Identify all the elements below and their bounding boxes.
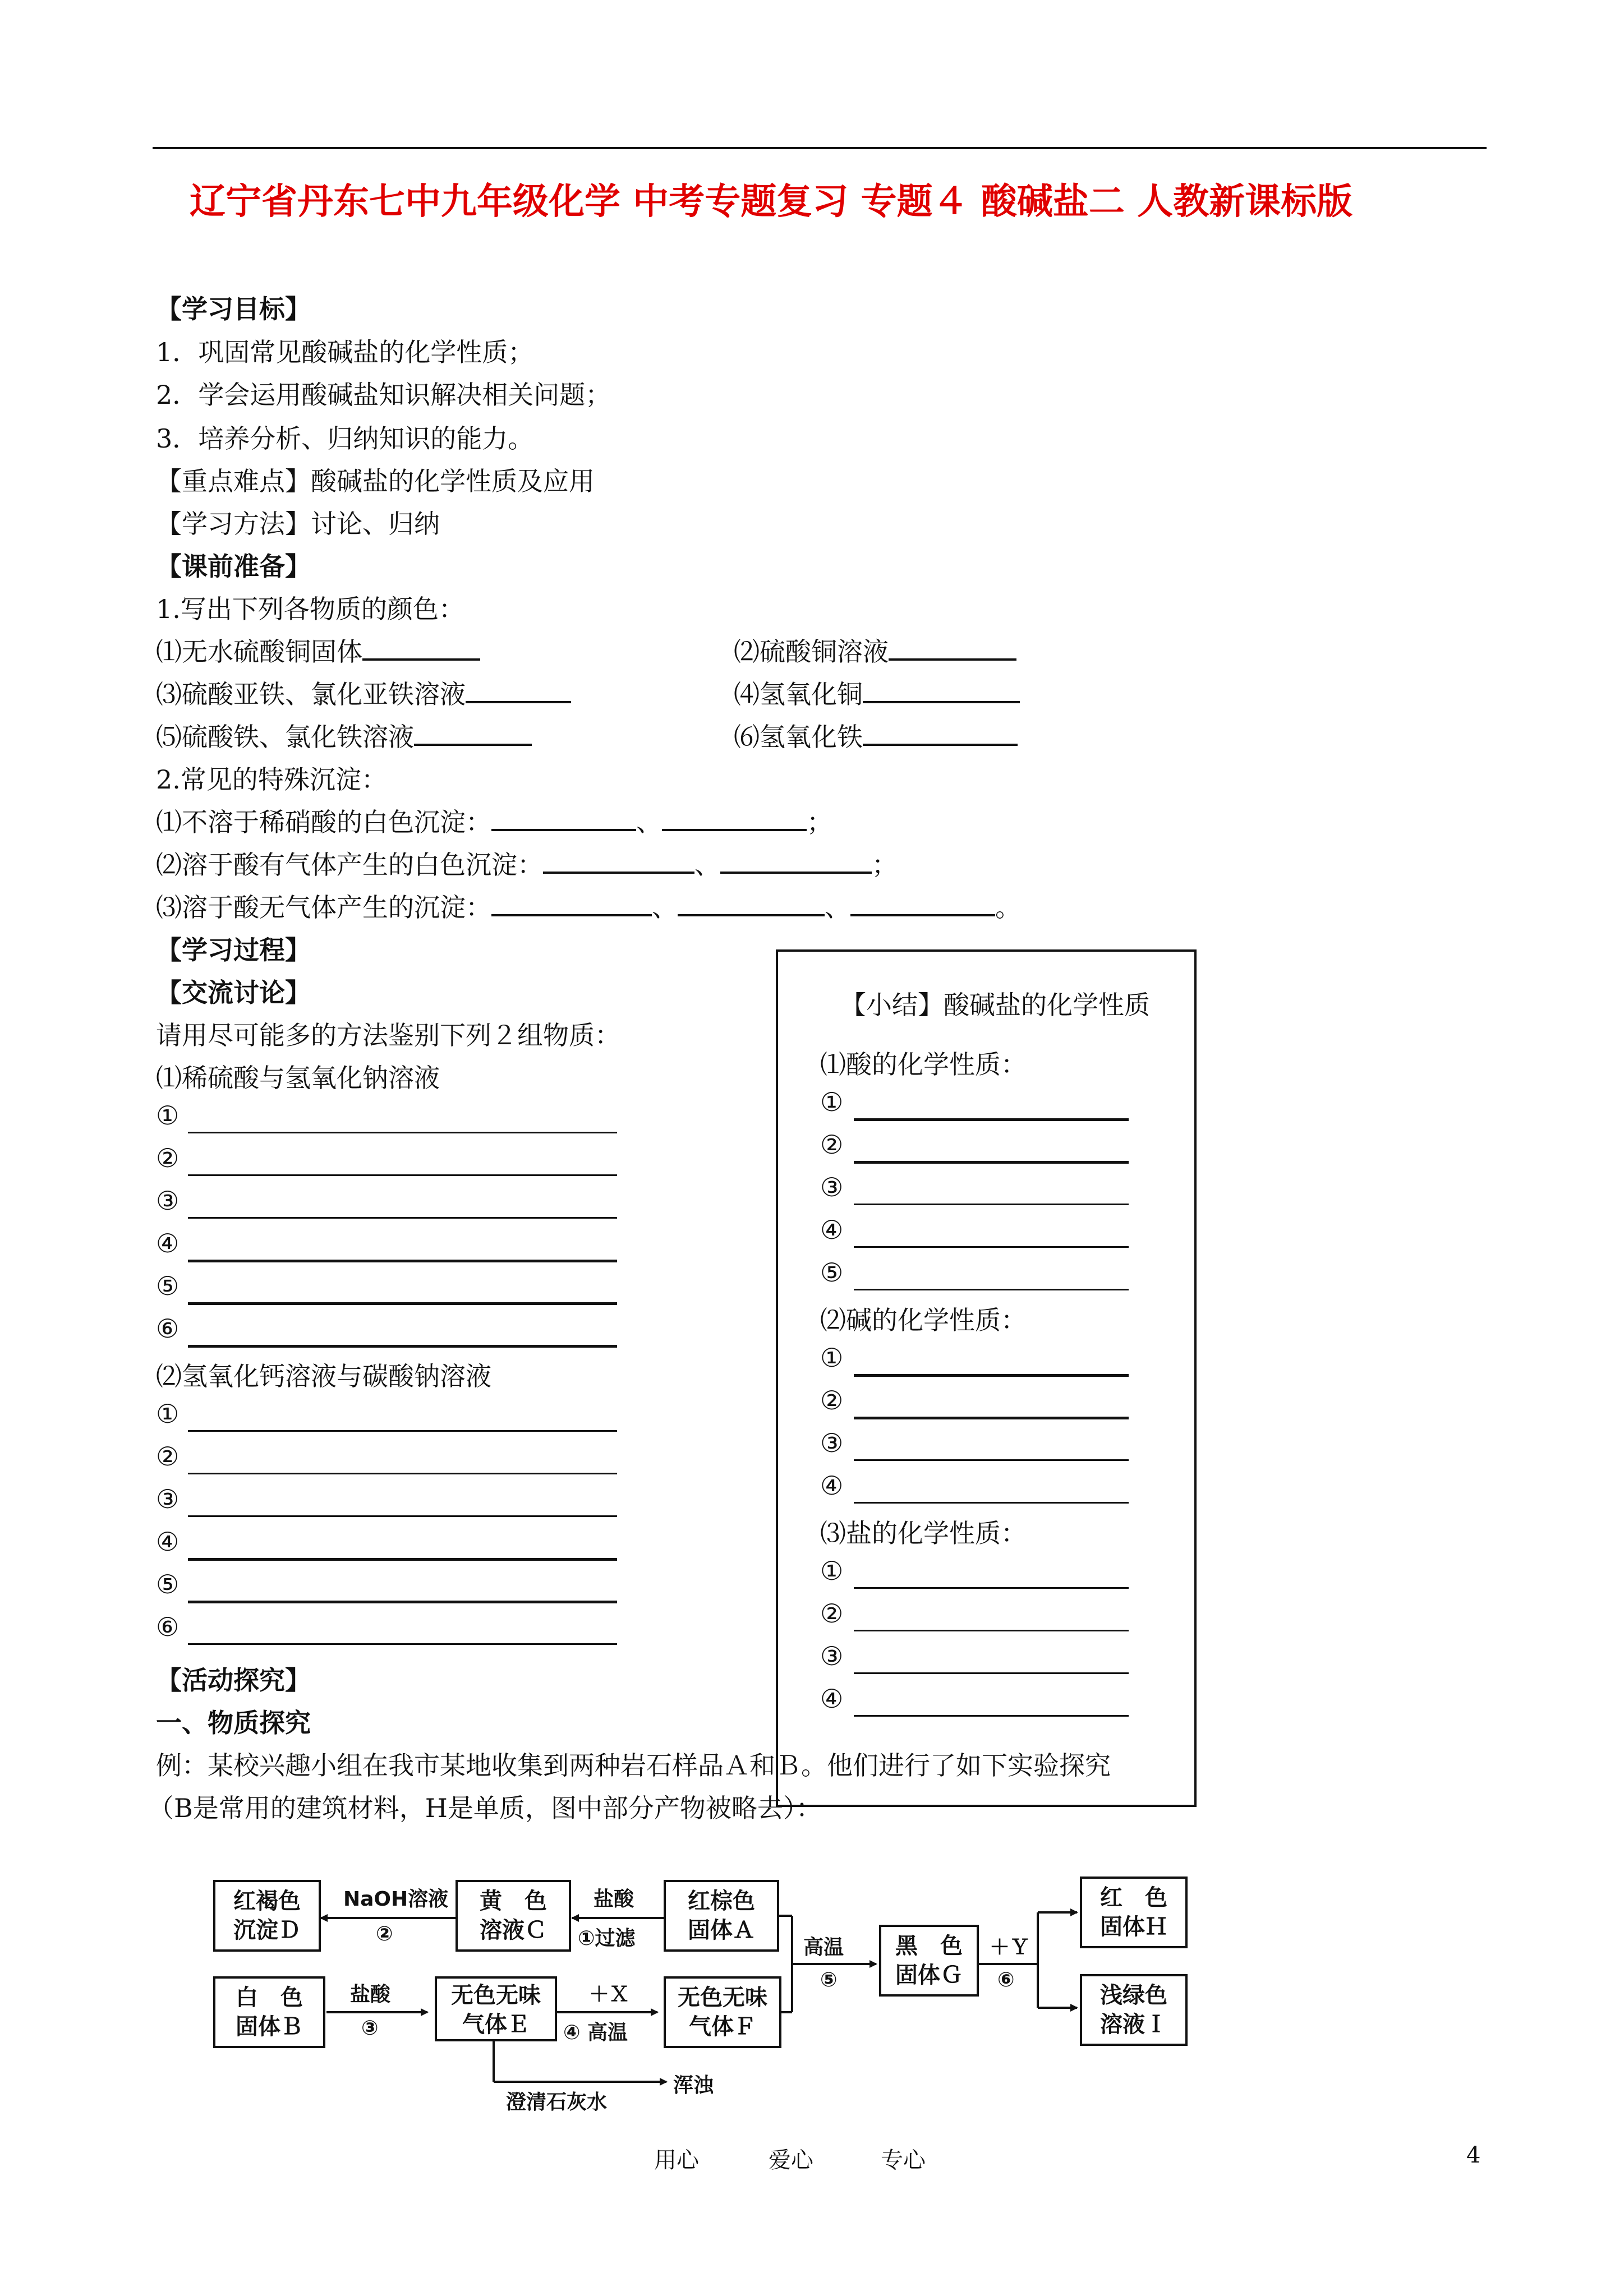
box-b-line-1: 白 色	[236, 1985, 303, 2011]
answer-num: ⑤	[156, 1569, 180, 1599]
box-d-line-2: 沉淀Ｄ	[233, 1917, 301, 1943]
base-num: ②	[820, 1385, 844, 1416]
label-hcl-2: 盐酸	[350, 1983, 391, 2006]
answer-num: ①	[156, 1100, 180, 1131]
color-item: ⑸硫酸铁、氯化铁溶液	[156, 717, 532, 754]
box-solid-b	[213, 1976, 325, 2048]
prep-q2: 2.常见的特殊沉淀：	[156, 764, 387, 795]
label-step-6: ⑥	[997, 1968, 1015, 1991]
box-solid-a	[664, 1880, 779, 1952]
discuss-heading: 【交流讨论】	[156, 978, 311, 1008]
label-plus-x: ＋Ｘ	[589, 1983, 630, 2006]
box-h-line-2: 固体Ｈ	[1100, 1914, 1167, 1940]
discuss-intro: 请用尽可能多的方法鉴别下列２组物质：	[156, 1020, 620, 1050]
base-num: ①	[820, 1343, 844, 1373]
activity-heading: 【活动探究】	[156, 1665, 311, 1695]
label-limewater: 澄清石灰水	[506, 2091, 608, 2114]
answer-num: ③	[156, 1484, 180, 1514]
color-item: ⑵硫酸铜溶液	[734, 631, 1016, 668]
key-points: 【重点难点】酸碱盐的化学性质及应用	[156, 466, 595, 496]
box-g-line-1: 黑 色	[895, 1933, 963, 1959]
salt-num: ③	[820, 1641, 844, 1671]
acid-num: ④	[820, 1215, 844, 1245]
box-solution-i	[1080, 1974, 1188, 2046]
box-f-line-2: 气体Ｆ	[689, 2014, 756, 2040]
box-solid-h	[1080, 1877, 1188, 1948]
salt-num: ④	[820, 1684, 844, 1714]
box-e-line-2: 气体Ｅ	[462, 2012, 530, 2037]
answer-num: ④	[156, 1527, 180, 1557]
label-high-temp: 高温	[803, 1936, 844, 1959]
box-a-line-2: 固体Ａ	[688, 1917, 755, 1943]
box-g-line-2: 固体Ｇ	[895, 1962, 963, 1988]
prep-heading: 【课前准备】	[156, 551, 311, 582]
goal-item: 2．学会运用酸碱盐知识解决相关问题；	[156, 380, 611, 410]
salt-num: ②	[820, 1598, 844, 1629]
activity-example: 例：某校兴趣小组在我市某地收集到两种岩石样品Ａ和Ｂ。他们进行了如下实验探究	[156, 1750, 1111, 1781]
answer-num: ⑤	[156, 1271, 180, 1301]
goal-item: 3．培养分析、归纳知识的能力。	[156, 423, 534, 454]
label-turbid: 浑浊	[673, 2074, 714, 2097]
label-step-2: ②	[376, 1922, 393, 1945]
base-title: ⑵碱的化学性质：	[820, 1305, 1027, 1335]
box-gas-e	[435, 1976, 557, 2041]
color-item: ⑹氢氧化铁	[734, 717, 1018, 754]
goals-heading: 【学习目标】	[156, 294, 311, 324]
salt-title: ⑶盐的化学性质：	[820, 1518, 1027, 1548]
acid-num: ①	[820, 1087, 844, 1117]
box-solution-c	[456, 1880, 571, 1952]
box-b-line-2: 固体Ｂ	[236, 2014, 303, 2040]
prep-q1: 1.写出下列各物质的颜色：	[156, 594, 464, 624]
page-title: 辽宁省丹东七中九年级化学 中考专题复习 专题４ 酸碱盐二 人教新课标版	[190, 181, 1353, 223]
process-heading: 【学习过程】	[156, 935, 311, 965]
base-num: ④	[820, 1470, 844, 1501]
answer-num: ④	[156, 1228, 180, 1258]
base-num: ③	[820, 1428, 844, 1458]
box-solid-g	[879, 1925, 979, 1997]
label-step-3: ③	[361, 2017, 379, 2040]
answer-num: ②	[156, 1143, 180, 1173]
label-step-4-high-temp: ④ 高温	[563, 2021, 628, 2044]
summary-heading: 【小结】酸碱盐的化学性质	[840, 990, 1150, 1020]
learning-method: 【学习方法】讨论、归纳	[156, 509, 440, 539]
acid-title: ⑴酸的化学性质：	[820, 1049, 1027, 1080]
footer-motto-2: 爱心	[769, 2147, 813, 2173]
label-plus-y: ＋Ｙ	[990, 1936, 1030, 1959]
box-i-line-1: 浅绿色	[1100, 1983, 1167, 2008]
color-item: ⑷氢氧化铜	[734, 674, 1020, 711]
footer-motto-3: 专心	[881, 2147, 926, 2173]
acid-num: ⑤	[820, 1257, 844, 1288]
box-c-line-2: 溶液Ｃ	[480, 1917, 547, 1943]
precipitate-2: ⑵溶于酸有气体产生的白色沉淀： 、 ；	[156, 850, 898, 880]
color-item: ⑴无水硫酸铜固体	[156, 631, 480, 668]
color-item: ⑶硫酸亚铁、氯化亚铁溶液	[156, 674, 571, 711]
answer-num: ③	[156, 1186, 180, 1216]
salt-num: ①	[820, 1556, 844, 1586]
answer-num: ②	[156, 1441, 180, 1472]
page-number: 4	[1466, 2142, 1481, 2168]
group-2-title: ⑵氢氧化钙溶液与碳酸钠溶液	[156, 1361, 491, 1391]
box-e-line-1: 无色无味	[451, 1983, 541, 2008]
box-gas-f	[664, 1976, 781, 2048]
activity-section: 一、物质探究	[156, 1708, 311, 1738]
precipitate-3: ⑶溶于酸无气体产生的沉淀： 、 、 。	[156, 892, 1021, 923]
label-filter: ①过滤	[578, 1927, 636, 1950]
box-h-line-1: 红 色	[1100, 1885, 1167, 1911]
box-i-line-2: 溶液Ｉ	[1100, 2012, 1167, 2037]
answer-num: ⑥	[156, 1612, 180, 1642]
activity-note: （B是常用的建筑材料，H是单质，图中部分产物被略去）：	[148, 1793, 822, 1823]
box-c-line-1: 黄 色	[480, 1888, 547, 1914]
acid-num: ③	[820, 1172, 844, 1202]
precipitate-1: ⑴不溶于稀硝酸的白色沉淀： 、 ；	[156, 807, 832, 837]
acid-num: ②	[820, 1129, 844, 1160]
label-hcl-1: 盐酸	[594, 1888, 634, 1911]
label-step-5: ⑤	[820, 1968, 838, 1991]
box-d-line-1: 红褐色	[233, 1888, 301, 1914]
box-precipitate-d	[213, 1880, 321, 1952]
group-1-title: ⑴稀硫酸与氢氧化钠溶液	[156, 1063, 440, 1093]
box-a-line-1: 红棕色	[688, 1888, 755, 1914]
label-naoh: NaOH溶液	[343, 1888, 449, 1911]
footer-motto-1: 用心	[654, 2147, 699, 2173]
box-f-line-1: 无色无味	[678, 1985, 767, 2011]
goal-item: 1．巩固常见酸碱盐的化学性质；	[156, 337, 534, 367]
answer-num: ⑥	[156, 1313, 180, 1344]
answer-num: ①	[156, 1399, 180, 1429]
